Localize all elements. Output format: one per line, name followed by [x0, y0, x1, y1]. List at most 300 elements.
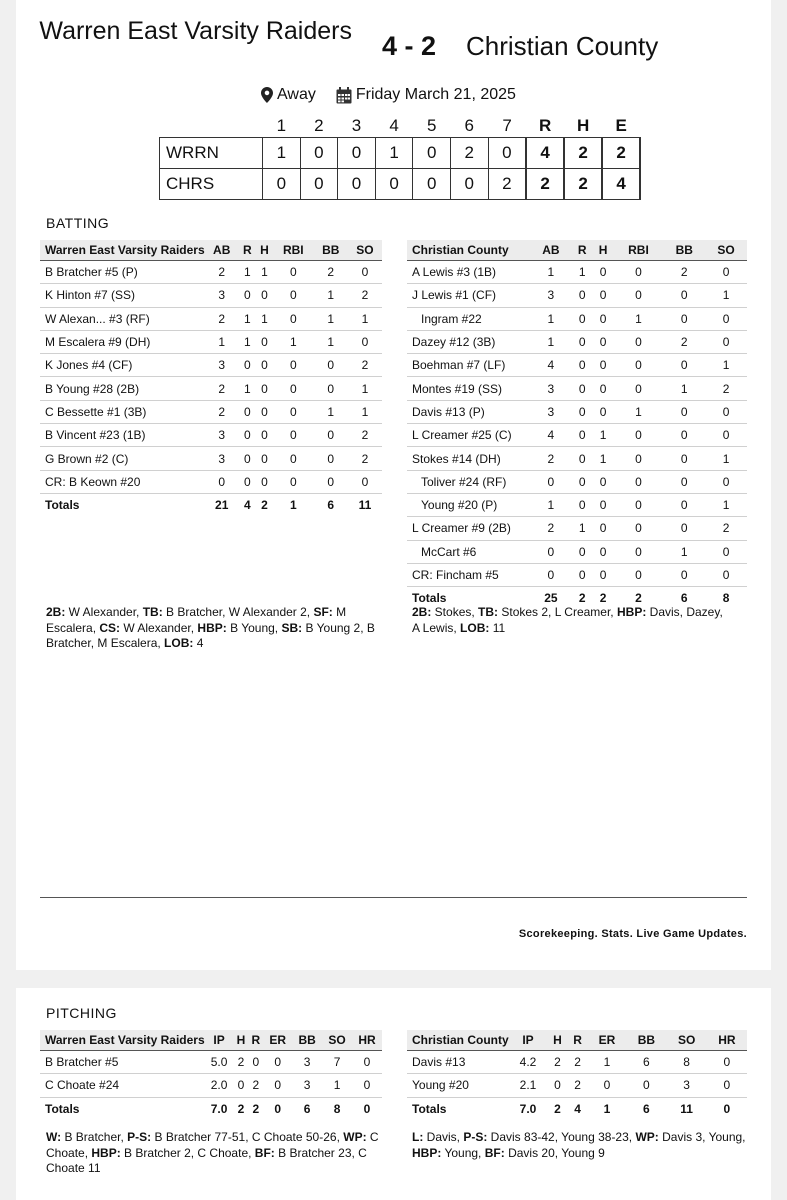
stat-cell: 0: [707, 1051, 747, 1074]
stat-cell: 0: [588, 1074, 627, 1097]
stat-cell: 1: [593, 447, 614, 470]
stat-cell: 1: [663, 377, 705, 400]
stat-column-header: BB: [292, 1030, 322, 1051]
inning-runs: 2: [450, 138, 488, 169]
player-name: B Bratcher #5 (P): [40, 261, 205, 284]
stat-cell: 0: [273, 377, 314, 400]
inning-header: 4: [389, 116, 399, 135]
stat-cell: 0: [663, 307, 705, 330]
stat-cell: 0: [248, 1051, 263, 1074]
stat-cell: 0: [572, 354, 593, 377]
stat-cell: 1: [593, 424, 614, 447]
player-name: A Lewis #3 (1B): [407, 261, 530, 284]
game-meta: [261, 86, 516, 104]
stat-cell: 0: [239, 284, 256, 307]
totals-cell: 6: [643, 1101, 650, 1116]
stat-cell: 0: [239, 424, 256, 447]
table-row: [40, 400, 382, 423]
stat-cell: 0: [614, 563, 664, 586]
game-date: Friday March 21, 2025: [355, 86, 516, 103]
totals-label: Totals: [412, 591, 447, 606]
player-name: Davis #13: [407, 1051, 509, 1074]
totals-cell: 21: [215, 498, 229, 513]
stat-header-row: [40, 240, 382, 261]
note-text: Stokes,: [431, 605, 479, 619]
stat-cell: 1: [705, 284, 747, 307]
note-label: HBP:: [412, 1145, 442, 1160]
stat-cell: 0: [663, 470, 705, 493]
stat-cell: 0: [705, 400, 747, 423]
player-name: C Bessette #1 (3B): [40, 400, 205, 423]
stat-cell: 2: [348, 447, 382, 470]
table-row: [40, 354, 382, 377]
stat-cell: 0: [705, 470, 747, 493]
note-label: SB:: [281, 620, 303, 635]
stat-cell: 1: [314, 400, 348, 423]
stat-cell: 0: [547, 1074, 567, 1097]
stat-cell: 3: [205, 354, 239, 377]
note-text: Davis 3, Young,: [658, 1130, 746, 1144]
player-name: C Choate #24: [40, 1074, 205, 1097]
stat-cell: 0: [273, 400, 314, 423]
totals-row: [407, 1097, 747, 1120]
stat-column-header: SO: [322, 1030, 352, 1051]
stat-cell: 1: [314, 307, 348, 330]
stat-column-header: ER: [588, 1030, 627, 1051]
stat-cell: 2: [663, 261, 705, 284]
note-text: Davis, Dazey, A Lewis,: [412, 605, 723, 635]
stat-column-header: H: [256, 240, 273, 261]
table-row: [40, 377, 382, 400]
inning-header: 3: [351, 116, 362, 135]
inning-header: 5: [426, 116, 437, 135]
pitching-notes-away: [412, 1130, 752, 1161]
table-row: [407, 1074, 747, 1097]
batting-table-home: [40, 240, 382, 516]
stat-cell: 0: [239, 400, 256, 423]
stat-cell: 0: [314, 447, 348, 470]
stat-cell: 0: [707, 1074, 747, 1097]
totals-row: [40, 1097, 382, 1120]
player-name: Montes #19 (SS): [407, 377, 530, 400]
stat-cell: 0: [614, 377, 664, 400]
totals-cell: 0: [363, 1101, 371, 1116]
stat-cell: 0: [572, 424, 593, 447]
table-row: [407, 261, 747, 284]
note-label: L:: [412, 1130, 424, 1144]
total-header: H: [577, 116, 590, 135]
stat-cell: 2: [705, 517, 747, 540]
stat-cell: 0: [705, 540, 747, 563]
inning-runs: 0: [413, 138, 451, 169]
table-row: [407, 377, 747, 400]
stat-cell: 2: [663, 330, 705, 353]
home-team-name: Warren East Varsity Raiders: [39, 17, 352, 45]
stat-cell: 4: [530, 424, 572, 447]
stat-cell: 0: [614, 493, 664, 516]
note-label: SF:: [313, 605, 333, 619]
note-text: Davis 20, Young 9: [504, 1145, 605, 1160]
stat-cell: 1: [256, 261, 273, 284]
totals-cell: 1: [289, 498, 297, 513]
stat-cell: 1: [314, 284, 348, 307]
note-text: 4: [193, 636, 204, 650]
note-text: M Escalera,: [46, 605, 347, 635]
linescore-row: [160, 169, 641, 200]
note-label: HBP:: [616, 605, 647, 619]
stat-cell: 3: [205, 284, 239, 307]
note-text: B Young 2, B Bratcher, M Escalera,: [46, 620, 375, 650]
batting-notes-away: [412, 605, 732, 636]
note-label: HBP:: [197, 620, 227, 635]
stat-cell: 0: [663, 447, 705, 470]
player-name: Boehman #7 (LF): [407, 354, 530, 377]
stat-cell: 1: [663, 540, 705, 563]
stat-cell: 0: [663, 354, 705, 377]
stat-cell: 2: [205, 261, 239, 284]
player-name: G Brown #2 (C): [40, 447, 205, 470]
table-row: [407, 563, 747, 586]
stat-cell: 2: [567, 1051, 587, 1074]
stat-cell: 1: [348, 400, 382, 423]
totals-label: Totals: [45, 1101, 80, 1116]
stat-cell: 0: [593, 563, 614, 586]
stat-cell: 3: [530, 377, 572, 400]
stat-cell: 0: [239, 354, 256, 377]
stat-cell: 0: [352, 1051, 382, 1074]
totals-cell: 7.0: [519, 1101, 537, 1116]
stat-column-header: SO: [705, 240, 747, 261]
stat-team-header: Warren East Varsity Raiders: [40, 240, 205, 261]
divider: [40, 897, 747, 898]
stat-cell: 0: [593, 540, 614, 563]
stat-cell: 0: [572, 284, 593, 307]
stat-cell: 1: [530, 493, 572, 516]
note-text: Stokes 2, L Creamer,: [498, 605, 617, 619]
table-row: [407, 400, 747, 423]
pitching-table-away: [407, 1030, 747, 1120]
stat-cell: 2: [314, 261, 348, 284]
inning-runs: 0: [263, 169, 301, 200]
table-row: [407, 284, 747, 307]
stat-cell: 0: [348, 330, 382, 353]
note-text: Davis 83-42, Young 38-23,: [487, 1130, 636, 1144]
player-name: Toliver #24 (RF): [407, 470, 530, 493]
player-name: L Creamer #9 (2B): [407, 517, 530, 540]
player-name: McCart #6: [407, 540, 530, 563]
stat-cell: 0: [572, 470, 593, 493]
stat-cell: 0: [705, 307, 747, 330]
calendar-icon: [336, 87, 352, 104]
stat-column-header: R: [572, 240, 593, 261]
inning-runs: 0: [488, 138, 526, 169]
totals-row: [40, 493, 382, 516]
note-text: B Bratcher 23, C Choate 11: [46, 1145, 367, 1175]
stat-cell: 0: [572, 563, 593, 586]
totals-cell: 6: [303, 1101, 311, 1116]
totals-cell: 11: [358, 498, 372, 513]
final-score: 4 - 2: [381, 31, 437, 61]
stat-column-header: HR: [707, 1030, 747, 1051]
linescore-corner: [160, 115, 263, 138]
stat-cell: 0: [348, 261, 382, 284]
totals-cell: 4: [243, 498, 251, 513]
stat-cell: 0: [263, 1074, 292, 1097]
stat-cell: 0: [314, 354, 348, 377]
stat-column-header: BB: [626, 1030, 666, 1051]
stat-column-header: R: [567, 1030, 587, 1051]
stat-cell: 0: [572, 330, 593, 353]
note-label: LOB:: [164, 636, 194, 650]
stat-cell: 0: [705, 261, 747, 284]
stat-cell: 0: [530, 540, 572, 563]
totals-cell: 1: [603, 1101, 611, 1116]
inning-runs: 2: [488, 169, 526, 200]
totals-cell: 7.0: [210, 1101, 228, 1116]
stat-column-header: R: [239, 240, 256, 261]
note-label: 2B:: [46, 605, 66, 619]
player-name: Dazey #12 (3B): [407, 330, 530, 353]
stat-cell: 1: [273, 330, 314, 353]
stat-cell: 0: [256, 447, 273, 470]
stat-cell: 0: [273, 424, 314, 447]
stat-cell: 2: [567, 1074, 587, 1097]
linescore-table: [159, 115, 641, 200]
player-name: B Bratcher #5: [40, 1051, 205, 1074]
stat-cell: 1: [530, 330, 572, 353]
inning-runs: 1: [263, 138, 301, 169]
player-name: K Jones #4 (CF): [40, 354, 205, 377]
stat-cell: 0: [593, 261, 614, 284]
stat-cell: 1: [530, 307, 572, 330]
stat-cell: 0: [348, 470, 382, 493]
player-name: Young #20 (P): [407, 493, 530, 516]
note-label: HBP:: [91, 1145, 121, 1160]
stat-cell: 2: [248, 1074, 263, 1097]
linescore-team: CHRS: [160, 169, 263, 200]
stat-cell: 0: [626, 1074, 666, 1097]
stat-cell: 0: [239, 470, 256, 493]
note-text: B Bratcher 77-51, C Choate 50-26,: [151, 1130, 344, 1144]
inning-runs: 0: [300, 138, 338, 169]
stat-cell: 0: [273, 284, 314, 307]
table-row: [40, 261, 382, 284]
note-text: B Young,: [226, 620, 282, 635]
total-header: E: [615, 116, 627, 135]
stat-cell: 0: [572, 493, 593, 516]
totals-cell: 8: [722, 591, 730, 606]
player-name: W Alexan... #3 (RF): [40, 307, 205, 330]
pitching-table-home: [40, 1030, 382, 1120]
stat-cell: 0: [239, 447, 256, 470]
inning-runs: 0: [413, 169, 451, 200]
player-name: Davis #13 (P): [407, 400, 530, 423]
stat-cell: 0: [593, 307, 614, 330]
stat-cell: 4.2: [509, 1051, 548, 1074]
stat-cell: 0: [614, 470, 664, 493]
inning-header: 1: [276, 116, 287, 135]
table-row: [40, 424, 382, 447]
total-header: R: [539, 116, 552, 135]
totals-label: Totals: [45, 498, 80, 513]
stat-cell: 2: [348, 424, 382, 447]
stat-cell: 0: [705, 563, 747, 586]
linescore-total: 2: [564, 138, 602, 169]
linescore-total: 2: [564, 169, 602, 200]
stat-cell: 3: [292, 1074, 322, 1097]
stat-cell: 0: [614, 354, 664, 377]
stat-column-header: IP: [509, 1030, 548, 1051]
stat-column-header: H: [233, 1030, 248, 1051]
table-row: [407, 1051, 747, 1074]
stat-team-header: Warren East Varsity Raiders: [40, 1030, 205, 1051]
note-label: BF:: [254, 1145, 275, 1160]
stat-cell: 1: [614, 400, 664, 423]
table-row: [407, 517, 747, 540]
stat-column-header: H: [547, 1030, 567, 1051]
stat-column-header: BB: [663, 240, 705, 261]
stat-cell: 2.1: [509, 1074, 548, 1097]
player-name: B Vincent #23 (1B): [40, 424, 205, 447]
box-score-page-2: [16, 988, 771, 1200]
totals-cell: 2: [635, 591, 642, 606]
batting-section-title: BATTING: [46, 215, 110, 231]
stat-cell: 0: [530, 563, 572, 586]
table-row: [407, 470, 747, 493]
inning-runs: 0: [375, 169, 413, 200]
stat-column-header: RBI: [614, 240, 664, 261]
stat-cell: 0: [530, 470, 572, 493]
totals-cell: 4: [574, 1101, 581, 1116]
totals-cell: 25: [544, 591, 558, 606]
stat-cell: 0: [614, 330, 664, 353]
stat-cell: 0: [614, 261, 664, 284]
stat-column-header: ER: [263, 1030, 292, 1051]
stat-cell: 6: [626, 1051, 666, 1074]
stat-cell: 0: [256, 377, 273, 400]
linescore-total: 2: [526, 169, 564, 200]
stat-cell: 0: [593, 470, 614, 493]
stat-column-header: SO: [348, 240, 382, 261]
note-label: TB:: [142, 605, 163, 619]
stat-cell: 0: [663, 284, 705, 307]
player-name: CR: B Keown #20: [40, 470, 205, 493]
stat-cell: 1: [530, 261, 572, 284]
stat-column-header: RBI: [273, 240, 314, 261]
stat-column-header: R: [248, 1030, 263, 1051]
table-row: [407, 447, 747, 470]
inning-runs: 1: [375, 138, 413, 169]
note-text: B Bratcher, W Alexander 2,: [162, 605, 314, 619]
table-row: [40, 470, 382, 493]
note-label: 2B:: [412, 605, 432, 619]
inning-runs: 0: [450, 169, 488, 200]
stat-cell: 2.0: [205, 1074, 234, 1097]
stat-cell: 8: [667, 1051, 707, 1074]
stat-cell: 0: [256, 354, 273, 377]
totals-cell: 2: [554, 1101, 561, 1116]
totals-cell: 11: [680, 1101, 693, 1116]
totals-cell: 8: [333, 1101, 341, 1116]
stat-cell: 0: [572, 400, 593, 423]
stat-cell: 1: [256, 307, 273, 330]
stat-cell: 3: [530, 284, 572, 307]
stat-cell: 1: [572, 517, 593, 540]
stat-cell: 0: [256, 424, 273, 447]
stat-cell: 0: [593, 400, 614, 423]
table-row: [40, 330, 382, 353]
stat-cell: 2: [205, 307, 239, 330]
note-text: Young,: [441, 1145, 485, 1160]
stat-team-header: Christian County: [407, 240, 530, 261]
stat-cell: 0: [205, 470, 239, 493]
game-location: Away: [277, 86, 316, 103]
stat-cell: 0: [614, 284, 664, 307]
stat-cell: 3: [292, 1051, 322, 1074]
stat-cell: 2: [205, 400, 239, 423]
table-row: [407, 330, 747, 353]
stat-header-row: [40, 1030, 382, 1051]
stat-cell: 2: [348, 354, 382, 377]
player-name: CR: Fincham #5: [407, 563, 530, 586]
stat-cell: 1: [239, 377, 256, 400]
stat-cell: 0: [273, 470, 314, 493]
stat-cell: 2: [348, 284, 382, 307]
table-row: [40, 1051, 382, 1074]
note-label: TB:: [478, 605, 499, 619]
stat-cell: 0: [614, 447, 664, 470]
note-text: C Choate,: [46, 1130, 379, 1160]
stat-cell: 4: [530, 354, 572, 377]
stat-cell: 0: [663, 563, 705, 586]
table-row: [40, 284, 382, 307]
stat-cell: 1: [588, 1051, 627, 1074]
linescore-row: [160, 138, 641, 169]
stat-column-header: AB: [530, 240, 572, 261]
stat-cell: 2: [547, 1051, 567, 1074]
stat-cell: 2: [705, 377, 747, 400]
inning-header: 2: [314, 116, 324, 135]
inning-runs: 0: [300, 169, 338, 200]
stat-cell: 0: [572, 377, 593, 400]
stat-cell: 2: [233, 1051, 248, 1074]
stat-cell: 3: [530, 400, 572, 423]
linescore-total: 4: [602, 169, 640, 200]
stat-cell: 1: [239, 330, 256, 353]
stat-cell: 0: [593, 354, 614, 377]
stat-cell: 0: [256, 330, 273, 353]
stat-cell: 0: [256, 470, 273, 493]
stat-cell: 1: [572, 261, 593, 284]
stat-cell: 3: [205, 447, 239, 470]
stat-cell: 0: [233, 1074, 248, 1097]
linescore-total: 4: [526, 138, 564, 169]
totals-cell: 6: [680, 591, 688, 606]
note-label: P-S:: [463, 1130, 488, 1144]
inning-header: 7: [502, 116, 512, 135]
player-name: J Lewis #1 (CF): [407, 284, 530, 307]
stat-cell: 0: [263, 1051, 292, 1074]
pitching-section-title: PITCHING: [46, 1005, 117, 1021]
player-name: L Creamer #25 (C): [407, 424, 530, 447]
stat-cell: 0: [593, 377, 614, 400]
note-text: W Alexander,: [65, 605, 143, 619]
stat-cell: 1: [348, 377, 382, 400]
stat-column-header: H: [593, 240, 614, 261]
player-name: M Escalera #9 (DH): [40, 330, 205, 353]
player-name: Ingram #22: [407, 307, 530, 330]
stat-team-header: Christian County: [407, 1030, 509, 1051]
